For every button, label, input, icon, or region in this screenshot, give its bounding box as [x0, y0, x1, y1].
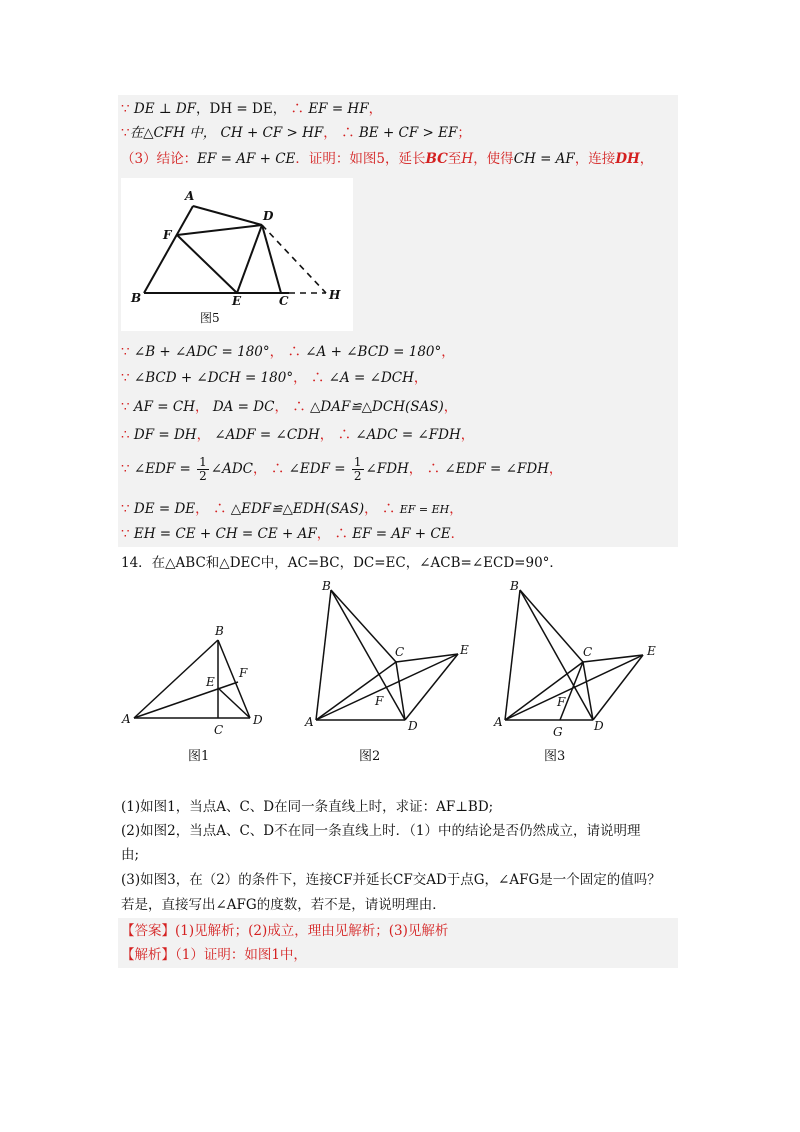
fig5-label-A: A	[185, 189, 195, 203]
fig3-caption: 图3	[544, 749, 566, 764]
solution-line-2: ∵在△CFH 中， CH + CF > HF， ∴ BE + CF > EF；	[121, 125, 471, 141]
problem-14-stem: 14．在△ABC和△DEC中，AC=BC，DC=EC，∠ACB=∠ECD=90°．	[121, 555, 563, 571]
fig2-label-D: D	[408, 719, 418, 733]
figure-3	[490, 578, 670, 768]
fig5-caption: 图5	[200, 311, 220, 325]
fig2-label-E: E	[460, 643, 469, 657]
fig5-label-B: B	[131, 291, 142, 305]
fig1-label-A: A	[122, 712, 131, 726]
proof-line-1: ∵ ∠B + ∠ADC = 180°， ∴ ∠A + ∠BCD = 180°，	[121, 344, 455, 360]
fig3-label-B: B	[510, 579, 519, 593]
question-3-line-1: (3)如图3，在（2）的条件下，连接CF并延长CF交AD于点G，∠AFG是一个固定的值吗？	[121, 872, 661, 888]
fig2-seg-DE	[405, 654, 458, 720]
fig5-label-C: C	[279, 294, 289, 308]
fig3-label-G: G	[553, 725, 563, 739]
fig3-seg-DE	[593, 655, 643, 720]
proof-line-7: ∵ EH = CE + CH = CE + AF， ∴ EF = AF + CE．	[121, 526, 465, 542]
fraction-half-1: $\frac{1}{2}$	[199, 455, 207, 483]
question-1: (1)如图1，当点A、C、D在同一条直线上时，求证：AF⊥BD;	[121, 799, 494, 815]
fig2-label-C: C	[395, 645, 405, 659]
figure-1	[118, 620, 278, 770]
fig2-seg-AC	[316, 662, 396, 720]
proof-line-4: ∴ DF = DH， ∠ADF = ∠CDH， ∴ ∠ADC = ∠FDH，	[121, 427, 475, 443]
proof-line-3: ∵ AF = CH， DA = DC， ∴ △DAF≌△DCH(SAS)，	[121, 399, 458, 415]
fig2-label-F: F	[375, 694, 384, 708]
fig2-label-A: A	[305, 715, 314, 729]
question-2-line-2: 由;	[121, 847, 140, 863]
fig2-label-B: B	[322, 579, 331, 593]
fig3-label-E: E	[647, 644, 656, 658]
question-3-line-2: 若是，直接写出∠AFG的度数，若不是，请说明理由．	[121, 897, 446, 913]
proof-line-6: ∵ DE = DE， ∴ △EDF≌△EDH(SAS)， ∴ EF = EH，	[121, 501, 463, 517]
solution-line-1: ∵ DE ⊥ DF，DH = DE， ∴ EF = HF，	[121, 101, 383, 117]
fraction-half-2: $\frac{1}{2}$	[353, 455, 362, 483]
fig1-seg-ED	[218, 688, 250, 718]
fig3-label-F: F	[557, 695, 566, 709]
fig2-seg-BC	[331, 590, 396, 662]
solution-line-3: （3）结论：EF = AF + CE．证明：如图5，延长BC至H，使得CH = AF，连接DH，	[121, 151, 654, 167]
fig3-label-A: A	[494, 715, 503, 729]
fig5-label-H: H	[329, 288, 341, 302]
fig5-seg-FE	[177, 235, 237, 293]
fig1-label-F: F	[239, 666, 248, 680]
fig1-caption: 图1	[188, 749, 210, 764]
figure-2	[303, 578, 483, 768]
fig2-seg-AB	[316, 590, 331, 720]
fig5-label-D: D	[263, 209, 274, 223]
proof-line-5: ∵ ∠EDF = $\frac{1}{2}$ ∠ADC， ∴ ∠EDF = $\frac{1}{2}$ ∠FDH， ∴ ∠EDF = ∠FDH，	[121, 455, 563, 483]
fig5-seg-AB	[144, 206, 193, 293]
analysis-line	[121, 946, 307, 964]
proof-line-2: ∵ ∠BCD + ∠DCH = 180°， ∴ ∠A = ∠DCH，	[121, 370, 428, 386]
answer-line	[121, 922, 448, 940]
question-2-line-1: (2)如图2，当点A、C、D不在同一条直线上时．（1）中的结论是否仍然成立，请说明理	[121, 823, 641, 839]
answer-tag: 【答案】	[121, 923, 175, 939]
fig2-caption: 图2	[359, 749, 381, 764]
fig5-label-F: F	[163, 228, 172, 242]
answer-text: (1)见解析；(2)成立，理由见解析；(3)见解析	[175, 923, 449, 939]
fig5-seg-FD	[177, 225, 262, 235]
fig3-seg-BC	[520, 590, 583, 662]
fig5-label-E: E	[232, 294, 242, 308]
analysis-text: （1）证明：如图1中，	[175, 947, 307, 963]
fig1-label-E: E	[206, 675, 215, 689]
figure-5-svg	[121, 178, 353, 331]
fig1-label-B: B	[215, 624, 224, 638]
fig5-seg-AD	[193, 206, 262, 225]
fig3-seg-AB	[505, 590, 520, 720]
figure-5	[121, 178, 353, 331]
fig1-label-D: D	[253, 713, 263, 727]
fig2-seg-AE	[316, 654, 458, 720]
fig3-label-C: C	[583, 645, 593, 659]
fig3-label-D: D	[594, 719, 604, 733]
fig5-seg-DE	[237, 225, 262, 293]
fig1-seg-AF	[134, 682, 238, 718]
fig1-label-C: C	[214, 723, 224, 737]
fig3-seg-AE	[505, 655, 643, 720]
analysis-tag: 【解析】	[121, 947, 175, 963]
